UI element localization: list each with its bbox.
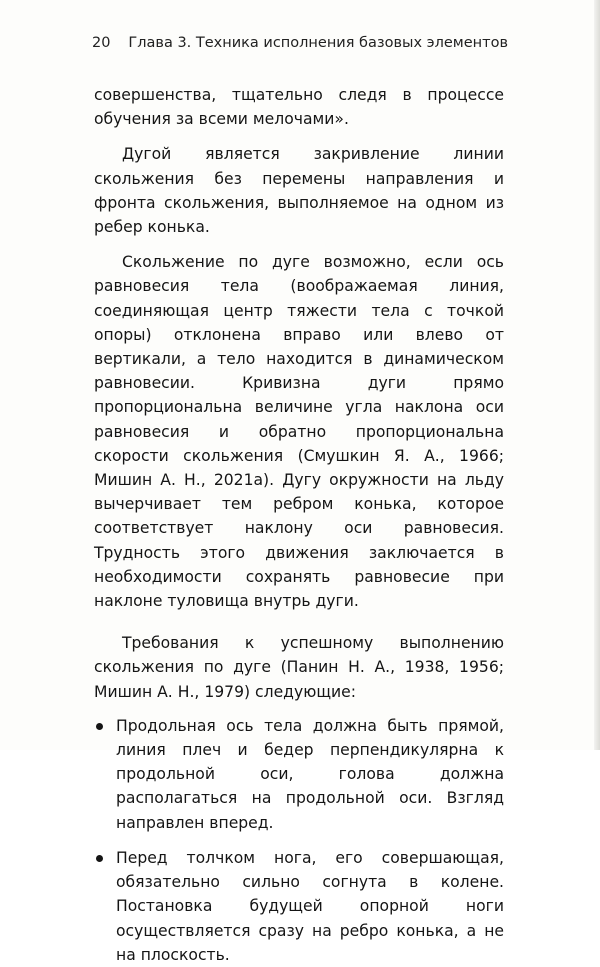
paragraph-arc-definition: Дугой является закривление линии скольжения без перемены направления и фронта скольжения, выполняемое на одном из ребер конька. [94, 145, 504, 237]
paragraph-arc-physics: Скольжение по дуге возможно, если ось равновесия тела (воображаемая линия, соединяющая центр тяжести тела с точкой опоры) отклонена вправо или влево от вертикали, а тело находится в динамическом равновесии. Кривизна дуги прямо пропорциональна величине угла наклона оси равновесия и обратно пропорциональна скорости скольжения (Смушкин Я. А., 1966; Мишин А. Н., 2021а). Дугу окружности на льду вычерчивает тем ребром конька, которое соответствует наклону оси равновесия. Трудность этого движения заключается в необходимости сохранять равновесие при наклоне туловища внутрь дуги. [94, 253, 504, 611]
page-edge [594, 0, 600, 750]
list-item [94, 714, 504, 835]
bullet-icon [96, 855, 103, 862]
list-item-text: Продольная ось тела должна быть прямой, линия плеч и бедер перпендикулярна к продольной оси, голова должна располагаться на продольной оси. Взгляд направлен вперед. [116, 716, 504, 832]
list-item-text: Перед толчком нога, его совершающая, обязательно сильно согнута в колене. Постановка будущей опорной ноги осуществляется сразу на ребро конька, а не на плоскость. [116, 848, 504, 964]
paragraph-continuation: совершенства, тщательно следя в процессе обучения за всеми мелочами». [94, 86, 504, 129]
bullet-icon [96, 723, 103, 730]
page-number: 20 [92, 35, 111, 51]
paragraph-requirements-intro: Требования к успешному выполнению скольжения по дуге (Панин Н. А., 1938, 1956; Мишин А. Н., 1979) следующие: [94, 634, 504, 701]
running-head [92, 33, 508, 53]
chapter-title: Глава 3. Техника исполнения базовых элементов [128, 35, 508, 51]
body-text [94, 83, 504, 967]
list-item [94, 846, 504, 967]
requirements-list [94, 714, 504, 967]
